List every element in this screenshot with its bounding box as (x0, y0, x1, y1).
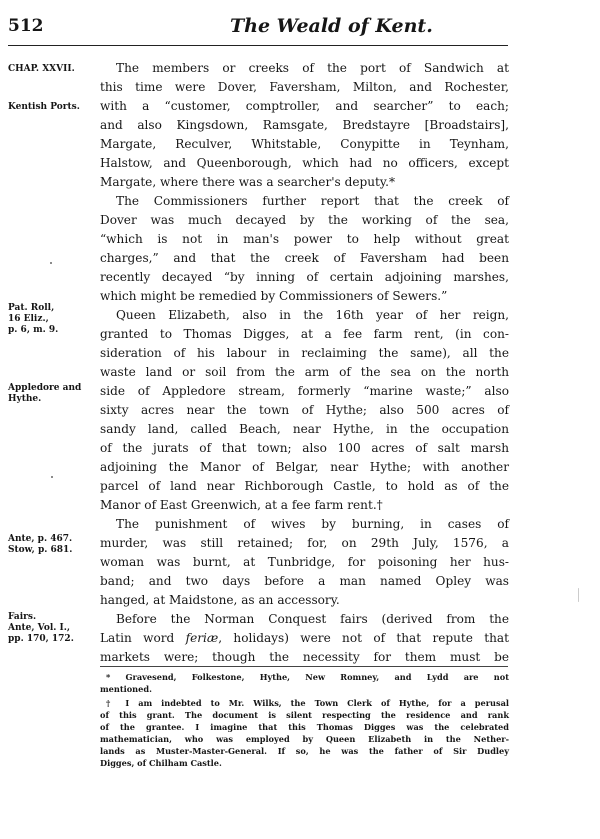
body-line: Margate, where there was a searcher's deputy.* (100, 175, 396, 189)
body-line: band; and two days before a man named Opley was (100, 574, 509, 588)
footnote-line: Digges, of Chilham Castle. (100, 758, 222, 768)
scan-speck (50, 262, 52, 264)
running-title: The Weald of Kent. (230, 15, 433, 37)
body-line: markets were; though the necessity for them must be (100, 650, 509, 664)
body-line: sixty acres near the town of Hythe; also 500 acres of (100, 403, 509, 417)
footnote-rule (100, 666, 508, 667)
body-line: charges,” and that the creek of Faversham had been (100, 251, 509, 265)
body-line: Halstow, and Queenborough, which had no officers, except (100, 156, 509, 170)
body-line: side of Appledore stream, formerly “marine waste;” also (100, 384, 509, 398)
body-line: adjoining the Manor of Belgar, near Hythe; with another (100, 460, 509, 474)
sidenote-pat-roll-year: 16 Eliz., (8, 314, 49, 324)
body-line: Margate, Reculver, Whitstable, Conypitte in Teynham, (100, 137, 509, 151)
body-line: recently decayed “by inning of certain adjoining marshes, (100, 270, 509, 284)
body-line: “which is not in man's power to help without great (100, 232, 509, 246)
body-line (100, 629, 509, 648)
body-line: waste land or soil from the arm of the sea on the north (100, 365, 509, 379)
page-number: 512 (8, 16, 44, 36)
sidenote-chapter: CHAP. XXVII. (8, 64, 75, 74)
scan-speck (51, 476, 53, 478)
body-line: woman was burnt, at Tunbridge, for poisoning her hus- (100, 555, 509, 569)
body-line-part: Latin word (100, 631, 186, 645)
body-line: this time were Dover, Faversham, Milton, and Rochester, (100, 80, 509, 94)
body-line: The punishment of wives by burning, in cases of (116, 517, 509, 531)
body-line: sandy land, called Beach, near Hythe, in the occupation (100, 422, 509, 436)
body-line: Before the Norman Conquest fairs (derived from the (116, 612, 509, 626)
body-line: Queen Elizabeth, also in the 16th year of her reign, (116, 308, 509, 322)
body-line: Dover was much decayed by the working of the sea, (100, 213, 509, 227)
body-line: with a “customer, comptroller, and searcher” to each; (100, 99, 509, 113)
footnote-line: † I am indebted to Mr. Wilks, the Town Clerk of Hythe, for a perusal (106, 698, 509, 708)
body-line: granted to Thomas Digges, at a fee farm rent, (in con- (100, 327, 509, 341)
sidenote-pat-roll: Pat. Roll, (8, 303, 55, 313)
sidenote-fairs: Fairs. (8, 612, 37, 622)
body-line: sideration of his labour in reclaiming the same), all the (100, 346, 509, 360)
footnote-line: lands as Muster-Master-General. If so, he was the father of Sir Dudley (100, 746, 509, 756)
body-line: hanged, at Maidstone, as an accessory. (100, 593, 340, 607)
sidenote-kentish-ports: Kentish Ports. (8, 102, 80, 112)
body-line: The Commissioners further report that the creek of (116, 194, 509, 208)
italic-word: feriæ (185, 631, 219, 645)
sidenote-ante-vol-i: Ante, Vol. I., (8, 623, 70, 633)
sidenote-hythe: Hythe. (8, 394, 42, 404)
body-line: and also Kingsdown, Ramsgate, Bredstayre [Broadstairs], (100, 118, 509, 132)
sidenote-pat-roll-page: p. 6, m. 9. (8, 325, 59, 335)
footnote-line: of the grantee. I imagine that this Thomas Digges was the celebrated (100, 722, 509, 732)
body-line: of the jurats of that town; also 100 acres of salt marsh (100, 441, 509, 455)
body-line: Manor of East Greenwich, at a fee farm rent.† (100, 498, 383, 512)
body-line: parcel of land near Richborough Castle, to hold as of the (100, 479, 509, 493)
body-line: The members or creeks of the port of Sandwich at (116, 61, 509, 75)
sidenote-ante-pages: pp. 170, 172. (8, 634, 74, 644)
sidenote-ante-467: Ante, p. 467. (8, 534, 73, 544)
footnote-line: mentioned. (100, 684, 152, 694)
body-line: which might be remedied by Commissioners of Sewers.” (100, 289, 448, 303)
body-line: murder, was still retained; for, on 29th July, 1576, a (100, 536, 509, 550)
sidenote-stow-681: Stow, p. 681. (8, 545, 73, 555)
footnote-line: * Gravesend, Folkestone, Hythe, New Romney, and Lydd are not (106, 672, 509, 682)
footnote-line: of this grant. The document is silent respecting the residence and rank (100, 710, 509, 720)
scan-speck (578, 588, 579, 602)
page-header (8, 10, 508, 40)
sidenote-appledore: Appledore and (8, 383, 82, 393)
header-rule (8, 45, 508, 46)
footnote-line: mathematician, who was employed by Queen Elizabeth in the Nether- (100, 734, 509, 744)
body-line-part: , holidays) were not of that repute that (218, 631, 510, 645)
